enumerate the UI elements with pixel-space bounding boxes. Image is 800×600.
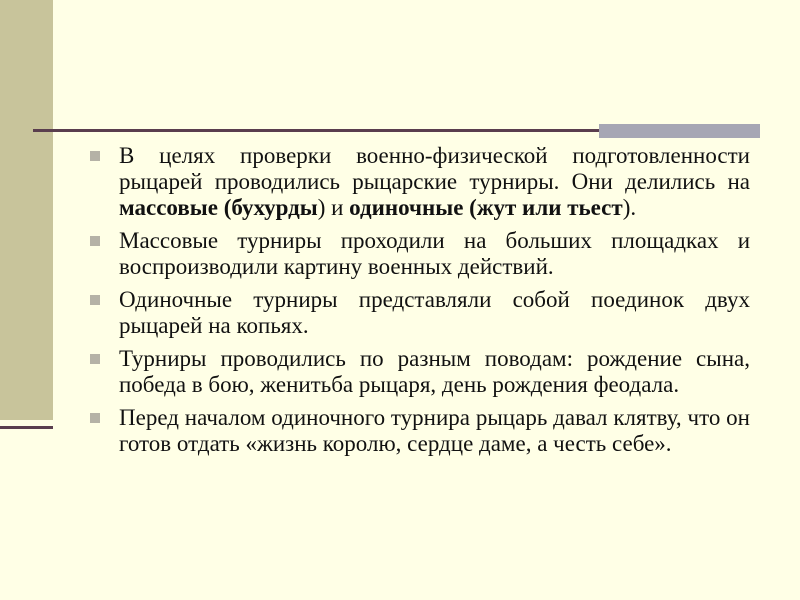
square-bullet-icon (90, 151, 100, 161)
bullet-text: Одиночные турниры представляли собой поединок двух рыцарей на копьях. (119, 287, 750, 338)
left-decor-band (0, 0, 53, 420)
bullet-text: ) и (317, 195, 350, 220)
square-bullet-icon (90, 354, 100, 364)
left-band-rule (0, 426, 53, 429)
square-bullet-icon (90, 413, 100, 423)
bullet-list (88, 143, 750, 464)
bullet-item-2 (88, 228, 750, 280)
bullet-text: Перед началом одиночного турнира рыцарь давал клятву, что он готов отдать «жизнь королю, сердце даме, а честь себе». (119, 405, 750, 456)
bullet-item-1 (88, 143, 750, 221)
accent-bar (599, 124, 760, 138)
bullet-item-4 (88, 346, 750, 398)
bullet-text: Турниры проводились по разным поводам: рождение сына, победа в бою, женитьба рыцаря, день рождения феодала. (119, 346, 750, 397)
square-bullet-icon (90, 236, 100, 246)
bullet-item-3 (88, 287, 750, 339)
square-bullet-icon (90, 295, 100, 305)
bullet-bold-text: одиночные (жут или тьест (349, 195, 623, 220)
bullet-item-5 (88, 405, 750, 457)
bullet-bold-text: массовые (бухурды (119, 195, 318, 220)
bullet-text: В целях проверки военно-физической подготовленности рыцарей проводились рыцарские турниры. Они делились на (119, 143, 750, 194)
bullet-text: ). (622, 195, 637, 220)
bullet-text: Массовые турниры проходили на больших площадках и воспроизводили картину военных действий. (119, 228, 750, 279)
